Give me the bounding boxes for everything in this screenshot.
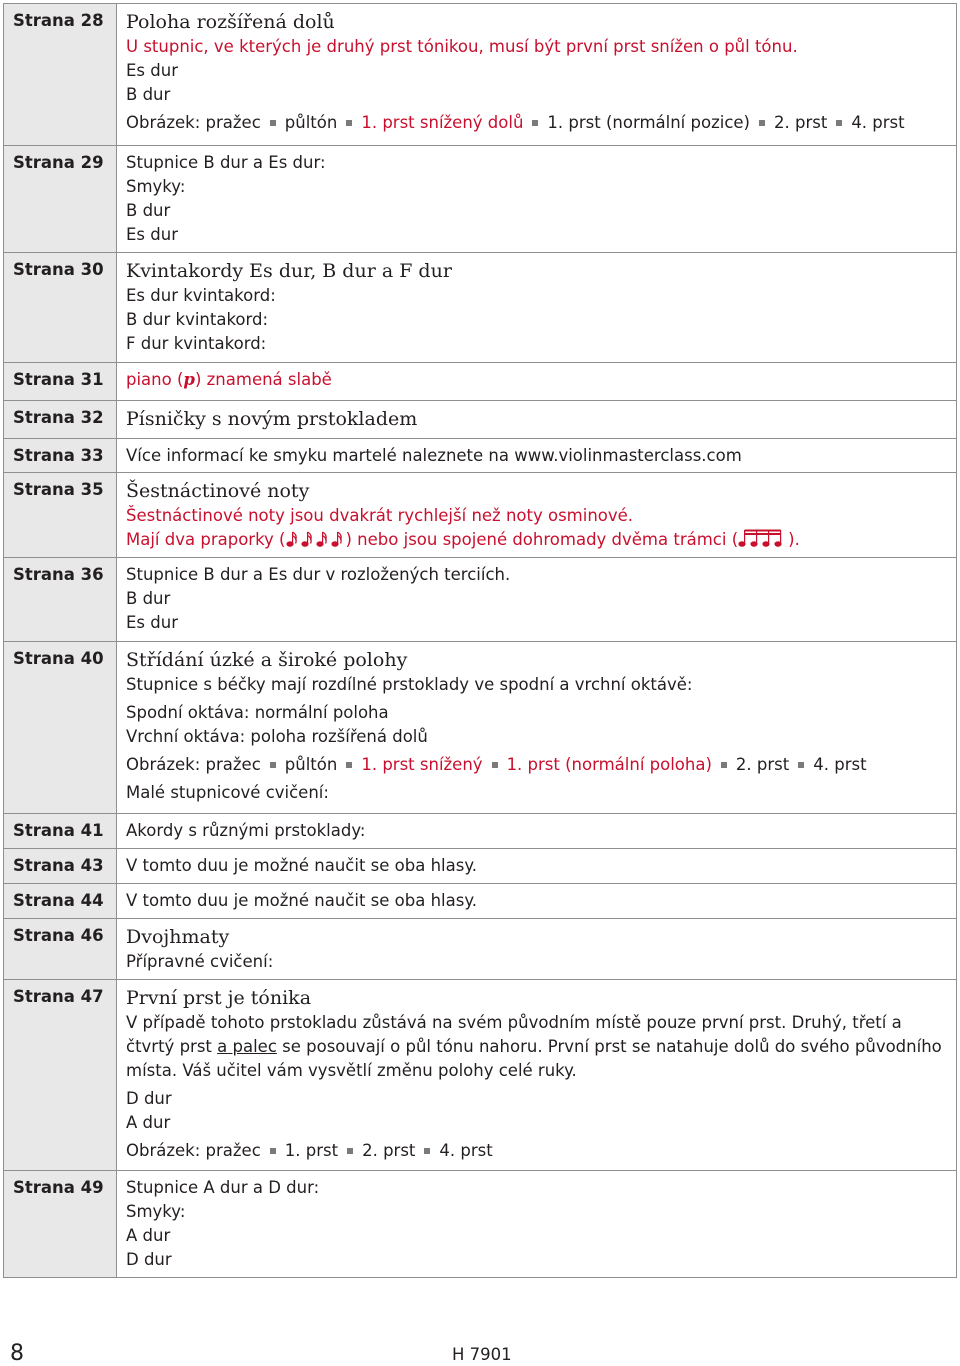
dynamics-note [126,368,946,392]
page-label: Strana 47 [4,980,117,1171]
text-line: Smyky: [126,1202,186,1221]
bullet-icon [346,762,352,768]
paragraph [126,1011,946,1083]
note-text: U stupnic, ve kterých je druhý prst tónikou, musí být první prst snížen o půl tónu. [126,37,798,56]
legend-label: Obrázek: pražec [126,755,261,774]
section-row-41 [4,814,957,849]
legend-item: 4. prst [439,1141,493,1160]
section-row-29 [4,146,957,253]
page-label: Strana 41 [4,814,117,849]
section-row-36 [4,558,957,642]
text-fragment: Mají dva praporky ( [126,530,286,549]
text-line: V tomto duu je možné naučit se oba hlasy. [126,856,477,875]
legend-item: 1. prst snížený dolů [361,113,524,132]
section-title: Poloha rozšířená dolů [126,11,335,33]
text-fragment: piano ( [126,370,184,389]
scale-label: Es dur [126,61,178,80]
legend-item: 4. prst [813,755,867,774]
page-label: Strana 35 [4,473,117,558]
legend-item: 1. prst (normální pozice) [547,113,750,132]
bullet-icon [270,120,276,126]
page-label: Strana 31 [4,363,117,401]
bullet-icon [798,762,804,768]
scale-label: A dur [126,1113,171,1132]
note-text [126,528,946,552]
bullet-icon [721,762,727,768]
bullet-icon [346,120,352,126]
text-fragment: a palec [217,1037,277,1056]
bullet-icon [836,120,842,126]
text-line: Stupnice s béčky mají rozdílné prstoklady ve spodní a vrchní oktávě: [126,675,693,694]
text-fragment: se posouvají o půl tónu nahoru. První prst se natahuje dolů do svého původního místa. Váš učitel vám vysvětlí změnu polohy celé ruky. [126,1037,942,1080]
text-fragment: ) znamená slabě [194,370,332,389]
page-label: Strana 33 [4,439,117,473]
section-title: Písničky s novým prstokladem [126,408,418,430]
text-line: D dur [126,1250,172,1269]
text-fragment: ) nebo jsou spojené dohromady dvěma trámci ( [345,530,739,549]
legend-label: Obrázek: pražec [126,1141,261,1160]
section-title: První prst je tónika [126,987,312,1009]
section-title: Střídání úzké a široké polohy [126,649,408,671]
section-row-35 [4,473,957,558]
bullet-icon [759,120,765,126]
text-line: Es dur kvintakord: [126,286,276,305]
text-line: Es dur [126,225,178,244]
section-row-30 [4,253,957,363]
bullet-icon [347,1148,353,1154]
sixteenth-notes-icon [286,530,346,548]
page-label: Strana 44 [4,884,117,919]
text-line: Spodní oktáva: normální poloha [126,703,389,722]
page-label: Strana 49 [4,1171,117,1278]
page-label: Strana 32 [4,401,117,439]
text-line: F dur kvintakord: [126,334,267,353]
page-number: 8 [10,1341,24,1366]
legend-item: 2. prst [735,755,790,774]
beamed-sixteenths-icon [738,528,788,548]
text-line: Es dur [126,613,178,632]
page-label: Strana 29 [4,146,117,253]
section-title: Kvintakordy Es dur, B dur a F dur [126,260,452,282]
text-line: Malé stupnicové cvičení: [126,783,329,802]
legend-item: půltón [284,113,338,132]
bullet-icon [270,762,276,768]
page-label: Strana 40 [4,642,117,814]
text-line: B dur kvintakord: [126,310,269,329]
bullet-icon [532,120,538,126]
page-label: Strana 30 [4,253,117,363]
scale-label: B dur [126,85,171,104]
text-fragment: V případě tohoto prstokladu zůstává na svém původním místě pouze první prst. Druhý, třetí a čtvrtý prst [126,1013,902,1056]
text-line: Přípravné cvičení: [126,952,274,971]
text-line: B dur [126,201,171,220]
section-row-32 [4,401,957,439]
section-row-28 [4,4,957,146]
section-row-44 [4,884,957,919]
page-label: Strana 36 [4,558,117,642]
section-row-31 [4,363,957,401]
legend-item: 2. prst [362,1141,416,1160]
page-label: Strana 46 [4,919,117,980]
section-title: Šestnáctinové noty [126,480,310,502]
text-fragment: ). [788,530,800,549]
legend-item: 1. prst (normální poloha) [506,755,712,774]
content-table [3,3,957,1278]
section-row-47 [4,980,957,1171]
text-line: Stupnice B dur a Es dur: [126,153,326,172]
legend-item: 1. prst snížený [361,755,483,774]
note-text: Šestnáctinové noty jsou dvakrát rychlejší než noty osminové. [126,506,634,525]
section-row-40 [4,642,957,814]
piano-symbol: p [183,370,195,389]
catalog-code: H 7901 [452,1345,512,1364]
text-line: Více informací ke smyku martelé naleznete na www.violinmasterclass.com [126,446,742,465]
section-row-33 [4,439,957,473]
section-title: Dvojhmaty [126,926,230,948]
fingerboard-legend [126,1139,946,1163]
legend-label: Obrázek: pražec [126,113,261,132]
bullet-icon [492,762,498,768]
fingerboard-legend [126,111,946,135]
bullet-icon [270,1148,276,1154]
text-line: Stupnice B dur a Es dur v rozložených terciích. [126,565,511,584]
legend-item: 4. prst [851,113,905,132]
legend-item: 1. prst [284,1141,339,1160]
fingerboard-legend [126,753,946,777]
legend-item: půltón [284,755,338,774]
legend-item: 2. prst [774,113,828,132]
bullet-icon [424,1148,430,1154]
section-row-43 [4,849,957,884]
text-line: A dur [126,1226,171,1245]
text-line: V tomto duu je možné naučit se oba hlasy. [126,891,477,910]
section-row-46 [4,919,957,980]
scale-label: D dur [126,1089,172,1108]
page-label: Strana 43 [4,849,117,884]
text-line: Vrchní oktáva: poloha rozšířená dolů [126,727,428,746]
text-line: Akordy s různými prstoklady: [126,821,366,840]
text-line: B dur [126,589,171,608]
text-line: Smyky: [126,177,186,196]
text-line: Stupnice A dur a D dur: [126,1178,320,1197]
section-row-49 [4,1171,957,1278]
page-label: Strana 28 [4,4,117,146]
